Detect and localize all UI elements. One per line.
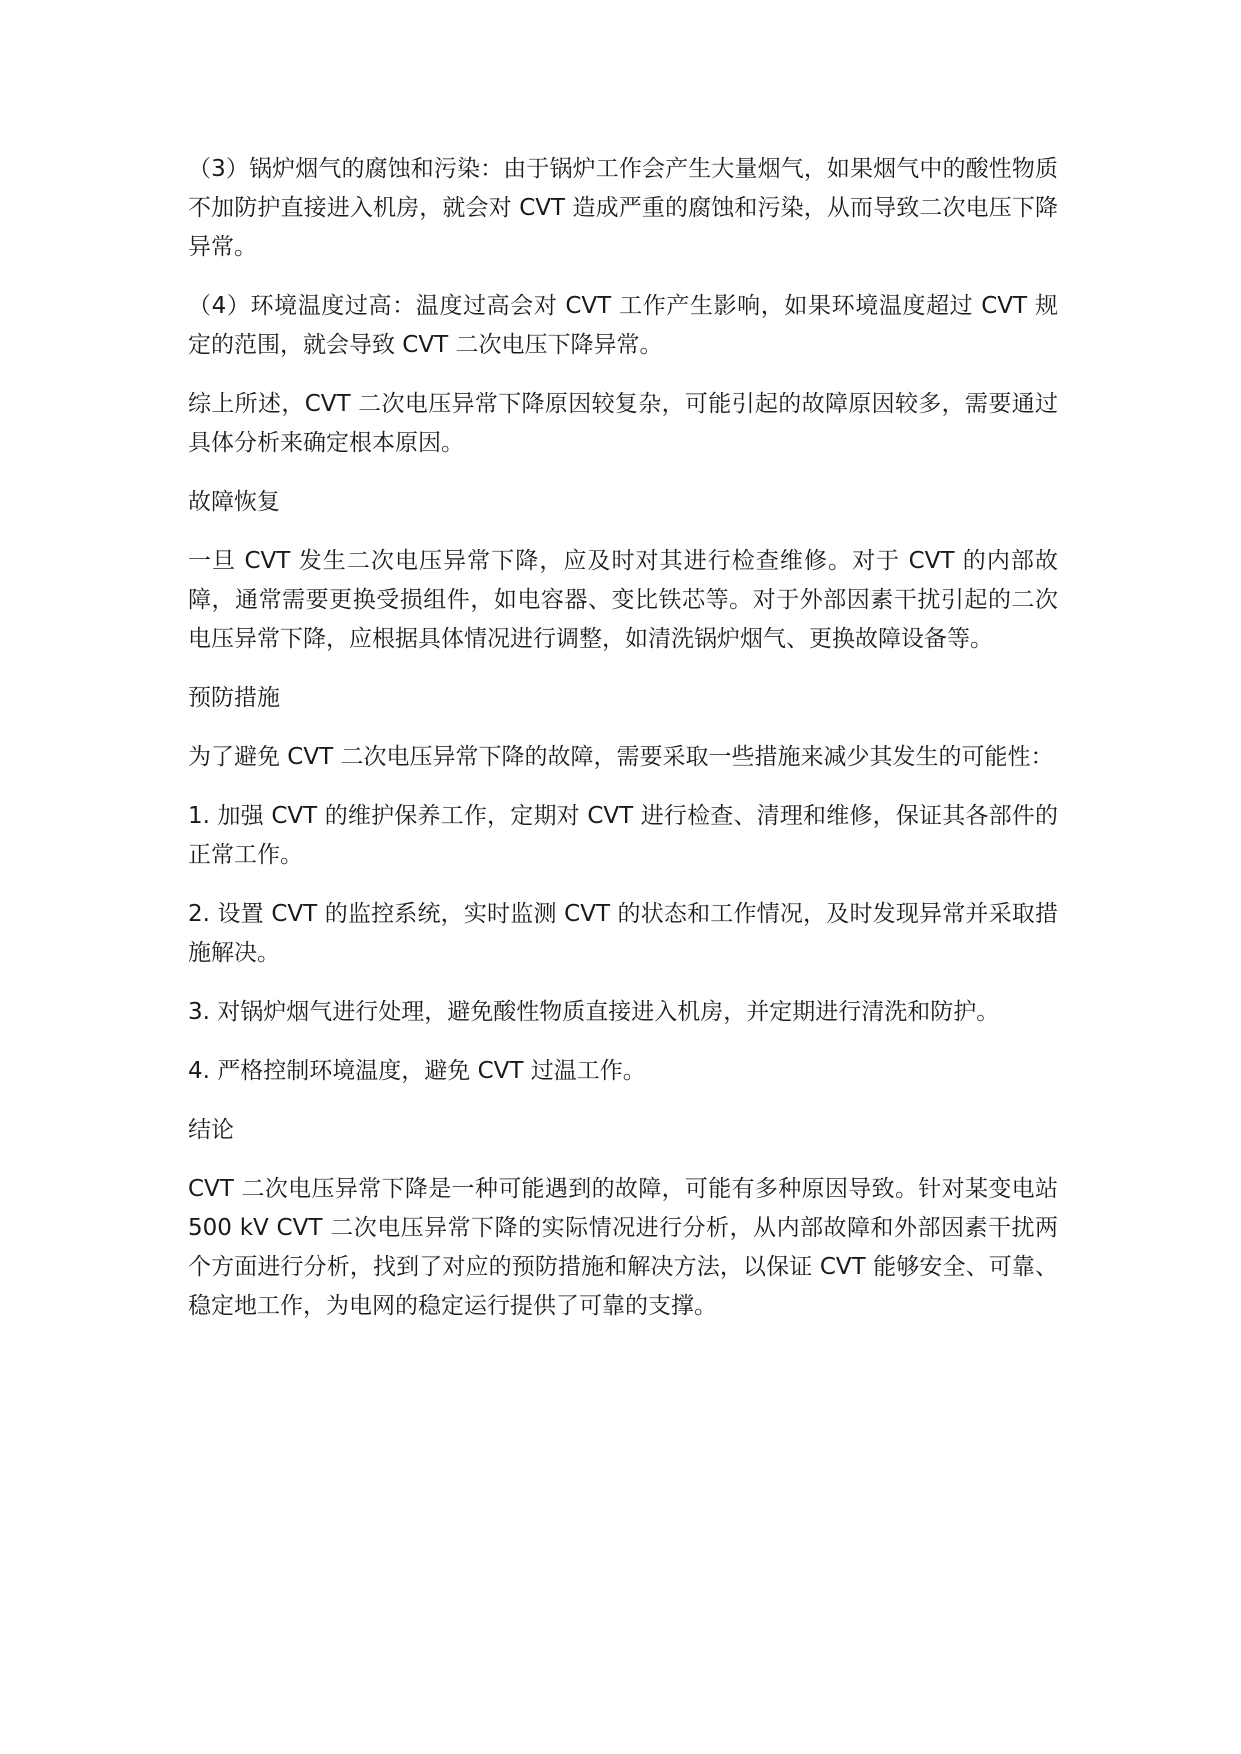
paragraph-boiler-flue-gas: （3）锅炉烟气的腐蚀和污染：由于锅炉工作会产生大量烟气，如果烟气中的酸性物质不加防护直接进入机房，就会对 CVT 造成严重的腐蚀和污染，从而导致二次电压下降异常。	[188, 156, 1058, 260]
paragraph-summary: 综上所述，CVT 二次电压异常下降原因较复杂，可能引起的故障原因较多，需要通过具体分析来确定根本原因。	[188, 391, 1058, 456]
paragraph-ambient-temperature: （4）环境温度过高：温度过高会对 CVT 工作产生影响，如果环境温度超过 CVT 规定的范围，就会导致 CVT 二次电压下降异常。	[188, 293, 1058, 358]
paragraph-conclusion: CVT 二次电压异常下降是一种可能遇到的故障，可能有多种原因导致。针对某变电站 500 kV CVT 二次电压异常下降的实际情况进行分析，从内部故障和外部因素干扰两个方面进行分析，找到了对应的预防措施和解决方法，以保证 CVT 能够安全、可靠、稳定地工作，为电网的稳定运行提供了可靠的支撑。	[188, 1176, 1058, 1319]
list-item-flue-gas-treatment: 3. 对锅炉烟气进行处理，避免酸性物质直接进入机房，并定期进行清洗和防护。	[188, 999, 1000, 1025]
section-heading-conclusion: 结论	[188, 1117, 234, 1143]
list-item-monitoring: 2. 设置 CVT 的监控系统，实时监测 CVT 的状态和工作情况，及时发现异常并采取措施解决。	[188, 901, 1058, 966]
paragraph-prevention-intro: 为了避免 CVT 二次电压异常下降的故障，需要采取一些措施来减少其发生的可能性：	[188, 744, 1054, 770]
list-item-maintenance: 1. 加强 CVT 的维护保养工作，定期对 CVT 进行检查、清理和维修，保证其各部件的正常工作。	[188, 803, 1058, 868]
document-body	[188, 150, 1058, 1346]
list-item-temperature-control: 4. 严格控制环境温度，避免 CVT 过温工作。	[188, 1058, 646, 1084]
section-heading-fault-recovery: 故障恢复	[188, 489, 280, 515]
section-heading-prevention: 预防措施	[188, 685, 280, 711]
paragraph-fault-recovery: 一旦 CVT 发生二次电压异常下降，应及时对其进行检查维修。对于 CVT 的内部故障，通常需要更换受损组件，如电容器、变比铁芯等。对于外部因素干扰引起的二次电压异常下降，应根据具体情况进行调整，如清洗锅炉烟气、更换故障设备等。	[188, 548, 1058, 652]
